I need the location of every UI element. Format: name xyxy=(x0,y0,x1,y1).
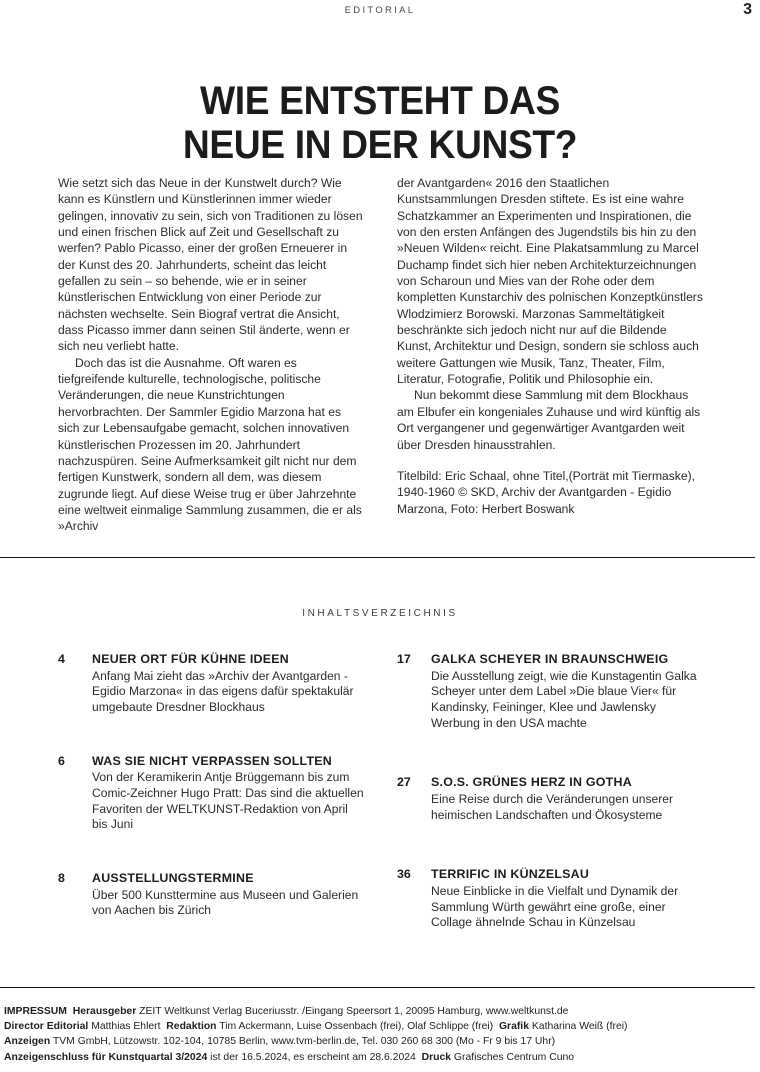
imprint-label-anzeigenschluss: Anzeigenschluss für Kunstquartal 3/2024 xyxy=(4,1051,208,1063)
imprint-line-4 xyxy=(4,1050,756,1065)
imprint-label-impressum: IMPRESSUM xyxy=(4,1006,67,1017)
imprint-label-grafik: Grafik xyxy=(498,1021,529,1033)
toc-entry-description: Anfang Mai zieht das »Archiv der Avantgarden - Egidio Marzona« in das eigens dafür spektakulär umgebaute Dresdner Blockhaus xyxy=(92,668,354,714)
list-item[interactable] xyxy=(397,652,704,731)
page-title-line-2: NEUE IN DER KUNST? xyxy=(182,122,578,167)
imprint-value-redaktion: Tim Ackermann, Luise Ossenbach (frei), Olaf Schlippe (frei) xyxy=(219,1021,494,1033)
toc-page-number: 17 xyxy=(397,652,411,666)
toc-column-left xyxy=(58,652,365,931)
toc-entry-body xyxy=(92,871,365,919)
imprint-line-3 xyxy=(4,1034,756,1049)
toc-entry-heading: GALKA SCHEYER IN BRAUNSCHWEIG xyxy=(431,652,669,666)
toc-entry-heading: NEUER ORT FÜR KÜHNE IDEEN xyxy=(92,652,289,666)
divider-bottom xyxy=(0,987,755,988)
toc-entry-body xyxy=(92,652,365,716)
toc-entry-heading: TERRIFIC IN KÜNZELSAU xyxy=(431,867,590,882)
toc-entry-body xyxy=(431,775,704,823)
image-credit: Titelbild: Eric Schaal, ohne Titel,(Porträt mit Tiermaske), 1940-1960 © SKD, Archiv der Avantgarden - Egidio Marzona, Foto: Herbert Boswank xyxy=(397,468,695,516)
imprint-value-director-editorial: Matthias Ehlert xyxy=(91,1021,161,1033)
imprint-value-anzeigenschluss: ist der 16.5.2024, es erscheint am 28.6.2024 xyxy=(210,1051,416,1063)
running-head-label: EDITORIAL xyxy=(344,5,416,16)
toc-entry-heading: WAS SIE NICHT VERPASSEN SOLLTEN xyxy=(92,753,332,768)
toc-entry-description: Über 500 Kunsttermine aus Museen und Galerien von Aachen bis Zürich xyxy=(92,887,359,918)
toc-entry-heading: S.O.S. GRÜNES HERZ IN GOTHA xyxy=(431,775,632,790)
imprint-line-1 xyxy=(4,1004,756,1019)
article-paragraph: Nun bekommt diese Sammlung mit dem Blockhaus am Elbufer ein kongeniales Zuhause und wird künftig als Ort vergangener und gegenwärtiger Avantgarden weit über Dresden hinausstrahlen. xyxy=(397,388,701,452)
page-title-line-1: WIE ENTSTEHT DAS xyxy=(200,78,560,123)
divider-top xyxy=(0,557,755,558)
article-paragraph: Wie setzt sich das Neue in der Kunstwelt durch? Wie kann es Künstlern und Künstlerinnen immer wieder gelingen, innovativ zu sein, sich von Traditionen zu lösen und einen frischen Blick auf Zeit und Gesellschaft zu werfen? Pablo Picasso, einer der großen Erneuerer in der Kunst des 20. Jahrhunderts, scheint das leicht gefallen zu sein – so behende, wie er in seiner künstlerischen Entwicklung von einer Periode zur nächsten wechselte. Sein Biograf vertrat die Ansicht, dass Picasso immer dann seinen Stil änderte, wenn er sich neu verliebt hatte. xyxy=(58,176,363,354)
table-of-contents xyxy=(58,652,704,931)
toc-entry-body xyxy=(431,652,704,731)
toc-entry-description: Von der Keramikerin Antje Brüggemann bis zum Comic-Zeichner Hugo Pratt: Das sind die aktuellen Favoriten der WELTKUNST-Redaktion von April bis Juni xyxy=(92,770,364,832)
imprint xyxy=(4,1004,756,1065)
imprint-label-director-editorial: Director Editorial xyxy=(4,1021,89,1033)
imprint-value-anzeigen: TVM GmbH, Lützowstr. 102-104, 10785 Berlin, www.tvm-berlin.de, Tel. 030 260 68 300 (Mo - Fr 9 bis 17 Uhr) xyxy=(52,1036,556,1048)
page-number: 3 xyxy=(743,1,752,18)
editorial-article xyxy=(58,175,704,535)
toc-title: INHALTSVERZEICHNIS xyxy=(302,608,458,619)
imprint-label-druck: Druck xyxy=(421,1051,452,1063)
imprint-line-2 xyxy=(4,1019,756,1034)
toc-entry-heading: AUSSTELLUNGSTERMINE xyxy=(92,871,254,886)
list-item[interactable] xyxy=(58,754,365,833)
toc-entry-description: Die Ausstellung zeigt, wie die Kunstagentin Galka Scheyer unter dem Label »Die blaue Vier« für Kandinsky, Feininger, Klee und Jawlensky Werbung in den USA machte xyxy=(431,668,697,730)
toc-page-number: 6 xyxy=(58,753,65,768)
toc-page-number: 4 xyxy=(58,652,65,666)
list-item[interactable] xyxy=(58,871,365,919)
imprint-value-druck: Grafisches Centrum Cuno xyxy=(453,1051,575,1063)
imprint-value-herausgeber: ZEIT Weltkunst Verlag Buceriusstr. /Eingang Speersort 1, 20095 Hamburg, www.weltkunst.de xyxy=(139,1006,569,1017)
article-paragraph: Doch das ist die Ausnahme. Oft waren es tiefgreifende kulturelle, technologische, politische Veränderungen, die neue Kunstrichtungen hervorbrachten. Der Sammler Egidio Marzona hat es sich zur Lebensaufgabe gemacht, solchen innovativen künstlerischen Prozessen im 20. Jahrhundert nachzuspüren. Seine Aufmerksamkeit gilt nicht nur dem fertigen Kunstwerk, sondern all dem, was diesem zugrunde liegt. Auf diese Weise trug er über Jahrzehnte eine weltweit einmalige Sammlung zusammen, die er als »Archiv xyxy=(58,355,362,534)
toc-entry-description: Neue Einblicke in die Vielfalt und Dynamik der Sammlung Würth gewährt eine große, einer Collage ähnelnde Schau in Künzelsau xyxy=(431,884,679,930)
imprint-label-redaktion: Redaktion xyxy=(166,1021,217,1033)
toc-page-number: 36 xyxy=(397,867,411,882)
imprint-label-anzeigen: Anzeigen xyxy=(4,1036,51,1048)
imprint-label-herausgeber: Herausgeber xyxy=(72,1006,137,1017)
toc-page-number: 27 xyxy=(397,775,411,790)
article-column-left xyxy=(58,175,365,535)
running-head xyxy=(0,1,760,23)
toc-entry-body xyxy=(431,867,704,931)
toc-column-right xyxy=(397,652,704,931)
list-item[interactable] xyxy=(58,652,365,716)
toc-entry-body xyxy=(92,754,365,833)
toc-entry-description: Eine Reise durch die Veränderungen unserer heimischen Landschaften und Ökosysteme xyxy=(431,792,674,822)
imprint-value-grafik: Katharina Weiß (frei) xyxy=(531,1021,628,1033)
article-column-right xyxy=(397,175,704,535)
toc-page-number: 8 xyxy=(58,871,65,886)
article-paragraph: der Avantgarden« 2016 den Staatlichen Kunstsammlungen Dresden stiftete. Es ist eine wahre Schatzkammer an Experimenten und Inspirationen, die von den ersten Anfängen des Jugendstils bis hin zu den »Neuen Wilden« reicht. Eine Plakatsammlung zu Marcel Duchamp findet sich hier neben Architekturzeichnungen von Scharoun und Mies van der Rohe oder dem kompletten Kunstarchiv des polnischen Konzeptkünstlers Wlodzimierz Borowski. Marzonas Sammeltätigkeit beschränkte sich jedoch nicht nur auf die Bildende Kunst, Architektur und Design, sondern sie schloss auch weitere Gattungen wie Musik, Tanz, Theater, Film, Literatur, Fotografie, Politik und Philosophie ein. xyxy=(397,176,703,387)
list-item[interactable] xyxy=(397,775,704,823)
page-title xyxy=(64,79,696,167)
list-item[interactable] xyxy=(397,867,704,931)
